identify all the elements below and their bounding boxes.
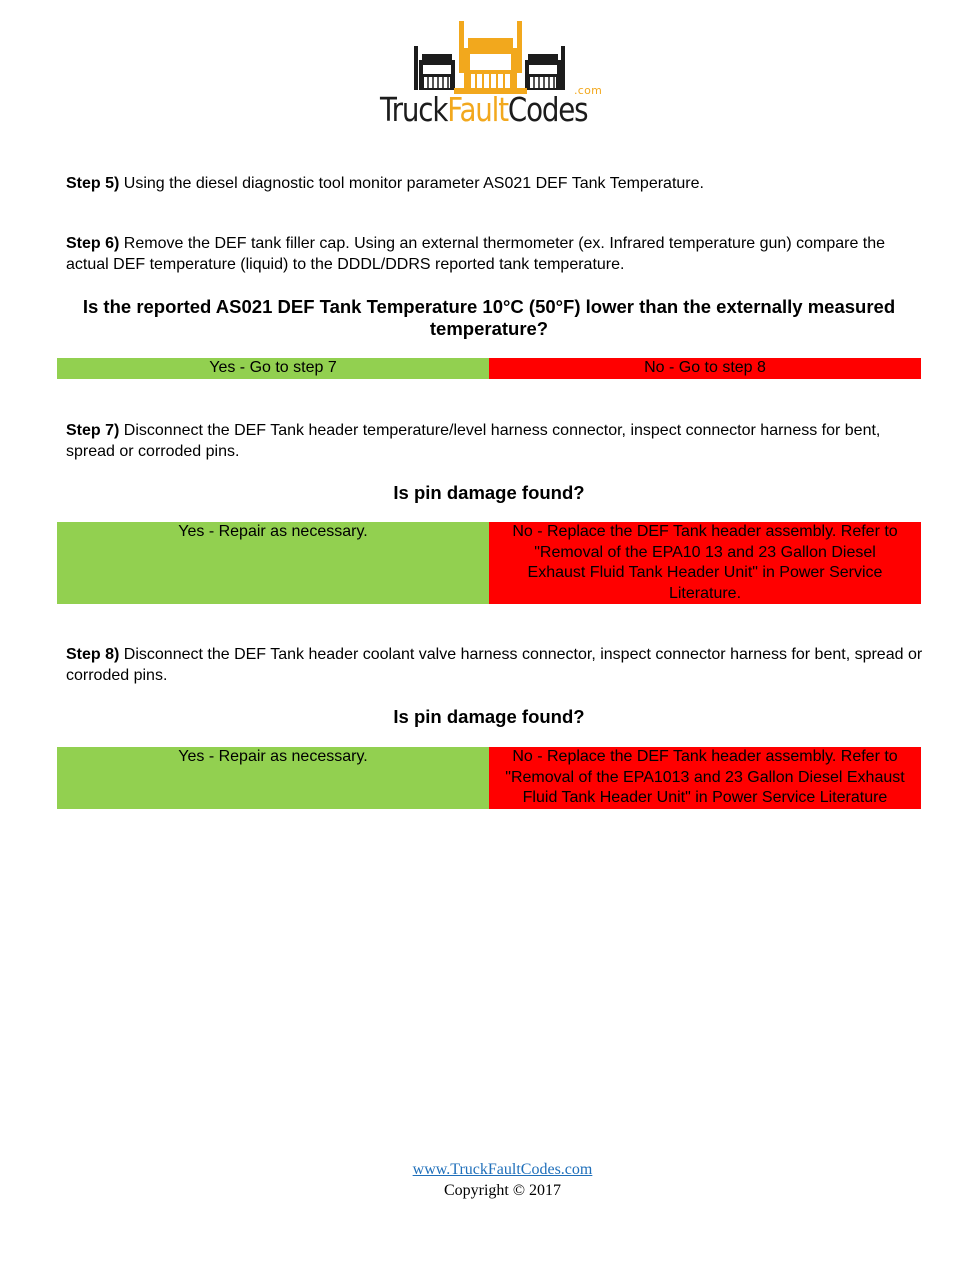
logo-word-fault: Fault: [447, 90, 508, 129]
answer-yes-step7: Yes - Go to step 7: [57, 358, 489, 379]
site-logo: [378, 18, 603, 130]
step-8-label: Step 8): [66, 646, 120, 663]
question-pin-damage-2: Is pin damage found?: [393, 706, 585, 727]
step-8-text: Disconnect the DEF Tank header coolant valve harness connector, inspect connector harness for bent, spread or corroded pins.: [66, 646, 923, 684]
step-6-label: Step 6): [66, 235, 120, 252]
step-5-text: Using the diesel diagnostic tool monitor parameter AS021 DEF Tank Temperature.: [119, 175, 704, 192]
truck-logo-icon: [378, 18, 603, 98]
step-5: [66, 174, 926, 195]
step-8: [66, 645, 926, 686]
step-7: [66, 421, 926, 462]
answer-yes-repair-1: Yes - Repair as necessary.: [57, 522, 489, 604]
step-7-label: Step 7): [66, 422, 120, 439]
step-6-text: Remove the DEF tank filler cap. Using an external thermometer (ex. Infrared temperature gun) compare the actual DEF temperature (liquid) to the DDDL/DDRS reported tank temperature.: [66, 235, 886, 273]
answer-row-3: [57, 747, 921, 809]
question-pin-damage-1: Is pin damage found?: [393, 482, 585, 503]
question-temperature: Is the reported AS021 DEF Tank Temperature 10°C (50°F) lower than the externally measured temperature?: [82, 296, 896, 339]
step-5-label: Step 5): [66, 175, 120, 192]
footer-website-link[interactable]: www.TruckFaultCodes.com: [412, 1161, 593, 1178]
footer-copyright: Copyright © 2017: [443, 1181, 562, 1199]
logo-suffix: .com: [574, 84, 603, 97]
logo-word-codes: Codes: [507, 90, 588, 129]
step-7-text: Disconnect the DEF Tank header temperature/level harness connector, inspect connector harness for bent, spread or corroded pins.: [66, 422, 881, 460]
answer-row-1: [57, 358, 921, 379]
answer-no-replace-2: No - Replace the DEF Tank header assembly. Refer to "Removal of the EPA1013 and 23 Gallon Diesel Exhaust Fluid Tank Header Unit" in Power Service Literature: [489, 747, 921, 809]
answer-no-step8: No - Go to step 8: [489, 358, 921, 379]
step-6: [66, 234, 926, 275]
logo-word-truck: Truck: [380, 90, 448, 129]
page-footer: [0, 1160, 979, 1201]
logo-wordmark: [380, 90, 587, 130]
answer-no-replace-1: No - Replace the DEF Tank header assembly. Refer to "Removal of the EPA10 13 and 23 Gallon Diesel Exhaust Fluid Tank Header Unit" in Power Service Literature.: [489, 522, 921, 604]
answer-yes-repair-2: Yes - Repair as necessary.: [57, 747, 489, 809]
answer-row-2: [57, 522, 921, 604]
